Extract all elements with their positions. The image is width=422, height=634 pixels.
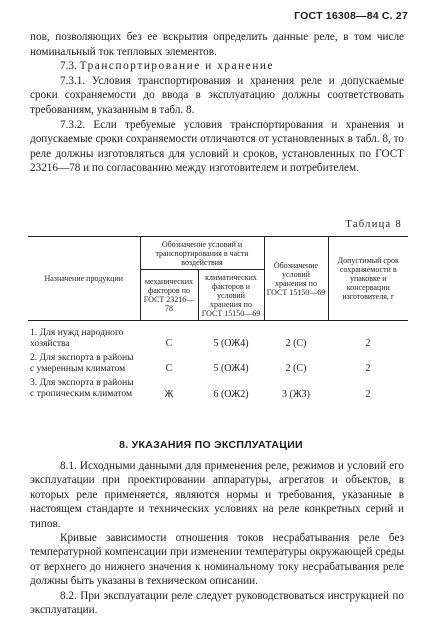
row-mech: С bbox=[165, 338, 173, 350]
header-climatic-factors: климатических факторов и условий хранения по ГОСТ 15150—69 bbox=[198, 270, 264, 321]
table-caption: Таблица 8 bbox=[345, 219, 402, 230]
row-term: 2 bbox=[365, 363, 371, 375]
header-storage-conditions: Обозначение условий хранения по ГОСТ 15150—69 bbox=[264, 237, 328, 321]
running-head: ГОСТ 16308—84 С. 27 bbox=[294, 10, 408, 22]
row-clim: 6 (ОЖ2) bbox=[213, 388, 249, 400]
row-storage: 3 (ЖЗ) bbox=[282, 388, 310, 400]
paragraph-7-3-2: 7.3.2. Если требуемые условия транспортирования и хранения и допускаемые сроки сохраняемости отличаются от установленных в табл. 8, то реле должны изготовляться для условий и сроков, установленных по ГОСТ 23216—78 и по согласованию между изготовителем и потребителем. bbox=[30, 118, 404, 175]
row-term: 2 bbox=[365, 388, 371, 400]
text-block-top bbox=[30, 30, 404, 176]
table-row bbox=[28, 351, 408, 376]
row-mech: Ж bbox=[164, 388, 174, 400]
table-header-row-1 bbox=[28, 237, 408, 270]
row-clim: 5 (ОЖ4) bbox=[213, 338, 249, 350]
row-storage: 2 (С) bbox=[285, 338, 307, 350]
paragraph-8-1: 8.1. Исходными данными для применения реле, режимов и условий его эксплуатации при проектировании аппаратуры, агрегатов и объектов, в которых реле применяется, являются нормы и требования, указанные в настоящем стандарте и технических условиях на реле конкретных серий и типов. bbox=[30, 460, 404, 530]
row-name: 3. Для экспорта в районы с тропическим климатом bbox=[30, 377, 134, 399]
header-mechanical-factors: механических факторов по ГОСТ 23216—78 bbox=[140, 270, 198, 321]
table-8 bbox=[28, 236, 408, 402]
section-7-3-heading bbox=[30, 59, 404, 74]
row-clim: 5 (ОЖ4) bbox=[213, 363, 249, 375]
section-7-3-number: 7.3. bbox=[60, 60, 77, 73]
paragraph-8-1-continued: Кривые зависимости отношения токов несрабатывания реле без температурной компенсации при изменении температуры окружающей среды от верхнего до нижнего значения к номинальному току несрабатывания реле должны быть указаны в техническом описании. bbox=[30, 532, 404, 588]
text-block-section-8 bbox=[30, 459, 404, 617]
paragraph-8-2: 8.2. При эксплуатации реле следует руководствоваться инструкцией по эксплуатации. bbox=[30, 589, 404, 617]
table-row bbox=[28, 376, 408, 401]
paragraph-continuation: пов, позволяющих без ее вскрытия определить данные реле, в том числе номинальный ток тепловых элементов. bbox=[30, 31, 404, 58]
row-mech: С bbox=[165, 363, 173, 375]
section-8-heading: 8. УКАЗАНИЯ ПО ЭКСПЛУАТАЦИИ bbox=[119, 439, 303, 451]
row-storage: 2 (С) bbox=[285, 363, 307, 375]
section-7-3-title: Транспортирование и хранение bbox=[79, 60, 275, 73]
header-purpose: Назначение продукции bbox=[28, 237, 140, 321]
row-term: 2 bbox=[365, 338, 371, 350]
header-transport-group: Обозначение условий и транспортирования в части воздействия bbox=[140, 237, 264, 270]
row-name: 2. Для экспорта в районы с умеренным климатом bbox=[30, 352, 134, 374]
header-storage-term: Допустимый срок сохраняемости в упаковке и консервации изготовителя, г bbox=[328, 237, 408, 321]
row-name: 1. Для нужд народного хозяйства bbox=[30, 327, 124, 349]
paragraph-7-3-1: 7.3.1. Условия транспортирования и хранения реле и допускаемые сроки сохраняемости до ввода в эксплуатацию должны соответствовать требованиям, указанным в табл. 8. bbox=[30, 74, 404, 116]
table-row bbox=[28, 321, 408, 352]
